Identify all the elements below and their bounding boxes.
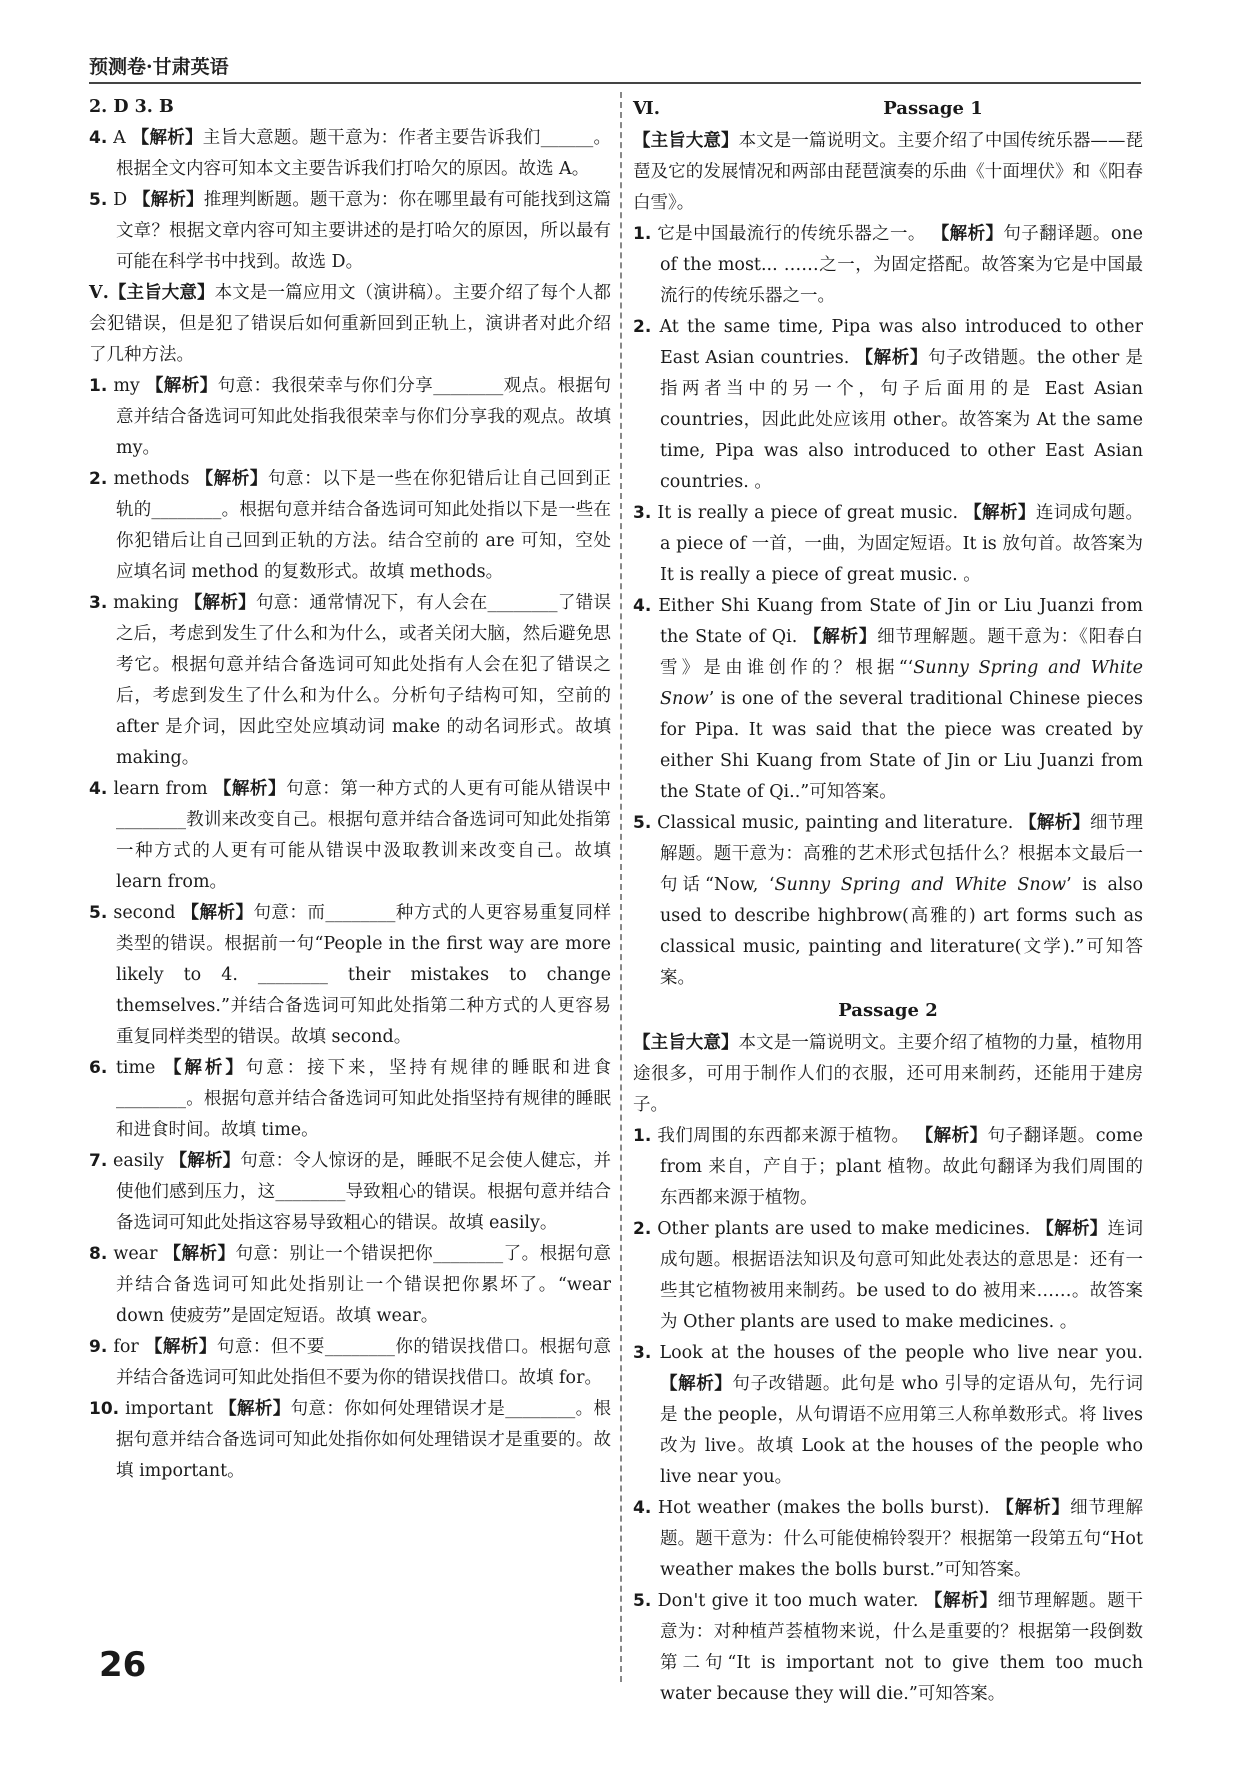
answer: Either Shi Kuang from State of Jin or Liu Juanzi from the State of Qi. <box>658 596 1143 647</box>
analysis-tag: 【解析】 <box>132 190 204 210</box>
answer-item-6 <box>89 1053 611 1146</box>
answer: 我们周围的东西都来源于植物。 <box>657 1126 910 1146</box>
explanation: 句意：但不要________你的错误找借口。根据句意并结合备选词可知此处指但不要为你的错误找借口。故填 for。 <box>116 1337 611 1388</box>
analysis-tag: 【解析】 <box>163 1058 246 1078</box>
italic-title: Sunny Spring and White Snow <box>660 658 1143 709</box>
passage-2-item-3 <box>633 1338 1143 1493</box>
main-idea-text: 本文是一篇说明文。主要介绍了植物的力量，植物用途很多，可用于制作人们的衣服，还可用来制药，还能用于建房子。 <box>633 1033 1144 1115</box>
analysis-tag: 【解析】 <box>803 627 878 647</box>
section-vi-heading <box>633 92 1143 126</box>
analysis-tag: 【解析】 <box>219 1399 291 1419</box>
passage-2-item-1 <box>633 1121 1143 1214</box>
main-idea-label: 【主旨大意】 <box>633 1033 739 1053</box>
section-v-items <box>89 371 611 1487</box>
passage-2-title: Passage 2 <box>838 1000 938 1021</box>
explanation: 句子翻译题。one of the most... ……之一，为固定搭配。故答案为它是中国最流行的传统乐器之一。 <box>660 224 1143 306</box>
answer-item-5 <box>89 185 611 278</box>
answer: my <box>113 376 140 396</box>
explanation-cont: ______。根据全文内容可知本文主要告诉我们打哈欠的原因。故选 A。 <box>116 128 612 179</box>
analysis-tag: 【解析】 <box>163 1244 236 1264</box>
item-number: 1. <box>89 376 108 396</box>
analysis-tag: 【解析】 <box>131 128 203 148</box>
analysis-tag: 【解析】 <box>181 903 254 923</box>
explanation: 细节理解题。题干意为：《阳春白雪》是由谁创作的？根据“‘ <box>660 627 1143 678</box>
explanation: 句意：通常情况下，有人会在________了错误之后，考虑到发生了什么和为什么，或者关闭大脑，然后避免思考它。根据句意并结合备选词可知此处指有人会在犯了错误之后，考虑到发生了什么和为什么。分析句子结构可知，空前的 after 是介词，因此空处应填动词 make 的动名词形式。故填 making。 <box>116 593 611 768</box>
item-number: 4. <box>633 596 652 616</box>
item-number: 5. <box>633 813 652 833</box>
analysis-tag: 【解析】 <box>1036 1219 1108 1239</box>
explanation: 句意：第一种方式的人更有可能从错误中________教训来改变自己。根据句意并结合备选词可知此处指第一种方式的人更有可能从错误中汲取教训来改变自己。故填 learn from。 <box>116 779 612 892</box>
analysis-tag: 【解析】 <box>964 503 1036 523</box>
explanation: 句子翻译题。come from 来自，产自于；plant 植物。故此句翻译为我们周围的东西都来源于植物。 <box>660 1126 1143 1208</box>
explanation: 主旨大意题。题干意为：作者主要告诉我们 <box>202 128 541 148</box>
explanation: 句意：而________种方式的人更容易重复同样类型的错误。根据前一句“People in the first way are more likely to 4. ________ their mistakes to change themselves.”并结合备选词可知此处指第二种方式的人更容易重复同样类型的错误。故填 second。 <box>116 903 611 1047</box>
passage-2-item-2 <box>633 1214 1143 1338</box>
answer-line-2-3: 2. D 3. B <box>89 97 174 117</box>
item-number: 10. <box>89 1399 120 1419</box>
explanation: 连词成句题。根据语法知识及句意可知此处表达的意思是：还有一些其它植物被用来制药。be used to do 被用来……。故答案为 Other plants are used to make medicines. 。 <box>660 1219 1143 1332</box>
answer-item-3 <box>89 588 611 774</box>
analysis-tag: 【解析】 <box>855 348 929 368</box>
answer-item-1 <box>89 371 611 464</box>
section-v-main-idea <box>89 278 611 371</box>
item-number: 2. <box>633 1219 652 1239</box>
answer: wear <box>113 1244 158 1264</box>
right-column <box>633 92 1143 1710</box>
answer: Don't give it too much water. <box>657 1591 919 1611</box>
item-number: 1. <box>633 1126 652 1146</box>
passage-1-items <box>633 219 1143 591</box>
analysis-tag: 【解析】 <box>996 1498 1071 1518</box>
analysis-tag: 【解析】 <box>1019 813 1091 833</box>
explanation: 连词成句题。a piece of 一首，一曲，为固定短语。It is 放句首。故答案为 It is really a piece of great music. 。 <box>660 503 1144 585</box>
explanation: 句意：我很荣幸与你们分享________观点。根据句意并结合备选词可知此处指我很荣幸与你们分享我的观点。故填 my。 <box>116 376 611 458</box>
italic-title: Sunny Spring and White Snow <box>774 875 1067 895</box>
section-label: Ⅴ.【主旨大意】 <box>89 283 215 303</box>
explanation: 句意：你如何处理错误才是________。根据句意并结合备选词可知此处指你如何处理错误才是重要的。故填 important。 <box>116 1399 611 1481</box>
answer: D <box>113 190 128 210</box>
answer-item-4 <box>89 774 611 898</box>
explanation: 句子改错题。此句是 who 引导的定语从句，先行词是 the people，从句谓语不应用第三人称单数形式。将 lives 改为 live。故填 Look at the houses of the people who live near you。 <box>660 1374 1143 1487</box>
explanation-cont: ’ is one of the several traditional Chinese pieces for Pipa. It was said that the piece was created by either Shi Kuang from State of Jin or Liu Juanzi from the State of Qi..”可知答案。 <box>660 689 1143 802</box>
answer: Classical music, painting and literature. <box>657 813 1014 833</box>
answer-item-4 <box>89 123 611 185</box>
item-number: 7. <box>89 1151 108 1171</box>
analysis-tag: 【解析】 <box>184 593 256 613</box>
answer: 它是中国最流行的传统乐器之一。 <box>657 224 926 244</box>
answer: Other plants are used to make medicines. <box>657 1219 1031 1239</box>
answer-item-5 <box>89 898 611 1053</box>
item-number: 4. <box>89 128 108 148</box>
answer: Hot weather (makes the bolls burst). <box>657 1498 990 1518</box>
item-number: 3. <box>633 503 652 523</box>
explanation: 句意：接下来，坚持有规律的睡眠和进食________。根据句意并结合备选词可知此处指坚持有规律的睡眠和进食时间。故填 time。 <box>116 1058 612 1140</box>
explanation: 细节理解题。题干意为：对种植芦荟植物来说，什么是重要的？根据第一段倒数第二句“It is important not to give them too much water because they will die.”可知答案。 <box>660 1591 1144 1704</box>
running-header: 预测卷·甘肃英语 <box>89 56 229 78</box>
explanation-cont: ’ is also used to describe highbrow(高雅的) art forms such as classical music, painting and literature(文学).”可知答案。 <box>660 875 1143 988</box>
answer-item-7 <box>89 1146 611 1239</box>
passage-2-item-5 <box>633 1586 1143 1710</box>
item-number: 2. <box>89 469 108 489</box>
passage-title: Passage 1 <box>883 98 983 119</box>
item-number: 1. <box>633 224 652 244</box>
explanation: 推理判断题。题干意为：你在哪里最有可能找到这篇文章？根据文章内容可知主要讲述的是打哈欠的原因，所以最有可能在科学书中找到。故选 D。 <box>116 190 611 272</box>
page-number: 26 <box>99 1645 147 1685</box>
passage-1-main-idea <box>633 126 1143 219</box>
passage-1-item-5 <box>633 808 1143 994</box>
explanation: 细节理解题。题干意为：高雅的艺术形式包括什么？根据本文最后一句话“Now, ‘ <box>660 813 1143 895</box>
item-number: 3. <box>89 593 108 613</box>
analysis-tag: 【解析】 <box>915 1126 988 1146</box>
answer-item-2 <box>89 464 611 588</box>
answer: time <box>115 1058 156 1078</box>
answer-item-8 <box>89 1239 611 1332</box>
answer: second <box>113 903 176 923</box>
answer: At the same time, Pipa was also introduced to other East Asian countries. <box>659 317 1143 368</box>
column-divider <box>620 92 622 1682</box>
main-idea-label: 【主旨大意】 <box>633 131 739 151</box>
explanation: 句意：以下是一些在你犯错后让自己回到正轨的________。根据句意并结合备选词可知此处指以下是一些在你犯错后让自己回到正轨的方法。结合空前的 are 可知，空处应填名词 method 的复数形式。故填 methods。 <box>116 469 611 582</box>
passage-1-item-3 <box>633 498 1143 591</box>
item-number: 4. <box>89 779 108 799</box>
answer: easily <box>113 1151 164 1171</box>
item-number: 4. <box>633 1498 652 1518</box>
explanation: 句意：令人惊讶的是，睡眠不足会使人健忘，并使他们感到压力，这________导致粗心的错误。根据句意并结合备选词可知此处指这容易导致粗心的错误。故填 easily。 <box>116 1151 612 1233</box>
passage-2-item-4 <box>633 1493 1143 1586</box>
analysis-tag: 【解析】 <box>144 1337 217 1357</box>
main-idea-text: 本文是一篇应用文（演讲稿）。主要介绍了每个人都会犯错误，但是犯了错误后如何重新回到正轨上，演讲者对此介绍了几种方法。 <box>89 283 611 365</box>
analysis-tag: 【解析】 <box>195 469 268 489</box>
item-number: 5. <box>633 1591 652 1611</box>
passage-2-main-idea <box>633 1028 1143 1121</box>
analysis-tag: 【解析】 <box>931 224 1004 244</box>
section-numeral: Ⅵ. <box>633 98 660 119</box>
header-rule <box>89 82 1141 84</box>
passage-1-item-1 <box>633 219 1143 312</box>
analysis-tag: 【解析】 <box>660 1374 733 1394</box>
answer: methods <box>113 469 190 489</box>
item-number: 5. <box>89 903 108 923</box>
answer-item-9 <box>89 1332 611 1394</box>
analysis-tag: 【解析】 <box>169 1151 241 1171</box>
item-number: 9. <box>89 1337 108 1357</box>
left-column <box>89 92 611 1487</box>
item-number: 3. <box>633 1343 652 1363</box>
answer: making <box>113 593 179 613</box>
answer: for <box>113 1337 139 1357</box>
answer: important <box>125 1399 214 1419</box>
item-number: 2. <box>633 317 652 337</box>
analysis-tag: 【解析】 <box>924 1591 998 1611</box>
explanation: 句意：别让一个错误把你________了。根据句意并结合备选词可知此处指别让一个错误把你累坏了。“wear down 使疲劳”是固定短语。故填 wear。 <box>116 1244 611 1326</box>
main-idea-text: 本文是一篇说明文。主要介绍了中国传统乐器——琵琶及它的发展情况和两部由琵琶演奏的乐曲《十面埋伏》和《阳春白雪》。 <box>633 131 1144 213</box>
explanation: 句子改错题。the other 是指两者当中的另一个，句子后面用的是 East Asian countries，因此此处应该用 other。故答案为 At the same time, Pipa was also introduced to other East Asian countries. 。 <box>660 348 1143 492</box>
analysis-tag: 【解析】 <box>213 779 287 799</box>
passage-2-items <box>633 1121 1143 1710</box>
explanation: 细节理解题。题干意为：什么可能使棉铃裂开？根据第一段第五句“Hot weather makes the bolls burst.”可知答案。 <box>660 1498 1143 1580</box>
passage-1-item-4 <box>633 591 1143 808</box>
answer: Look at the houses of the people who live near you. <box>659 1343 1143 1363</box>
item-number: 6. <box>89 1058 108 1078</box>
item-number: 5. <box>89 190 108 210</box>
answer: It is really a piece of great music. <box>657 503 959 523</box>
item-number: 8. <box>89 1244 108 1264</box>
passage-1-item-2 <box>633 312 1143 498</box>
answer: learn from <box>113 779 208 799</box>
answer: A <box>113 128 126 148</box>
answer-item-10 <box>89 1394 611 1487</box>
analysis-tag: 【解析】 <box>145 376 218 396</box>
